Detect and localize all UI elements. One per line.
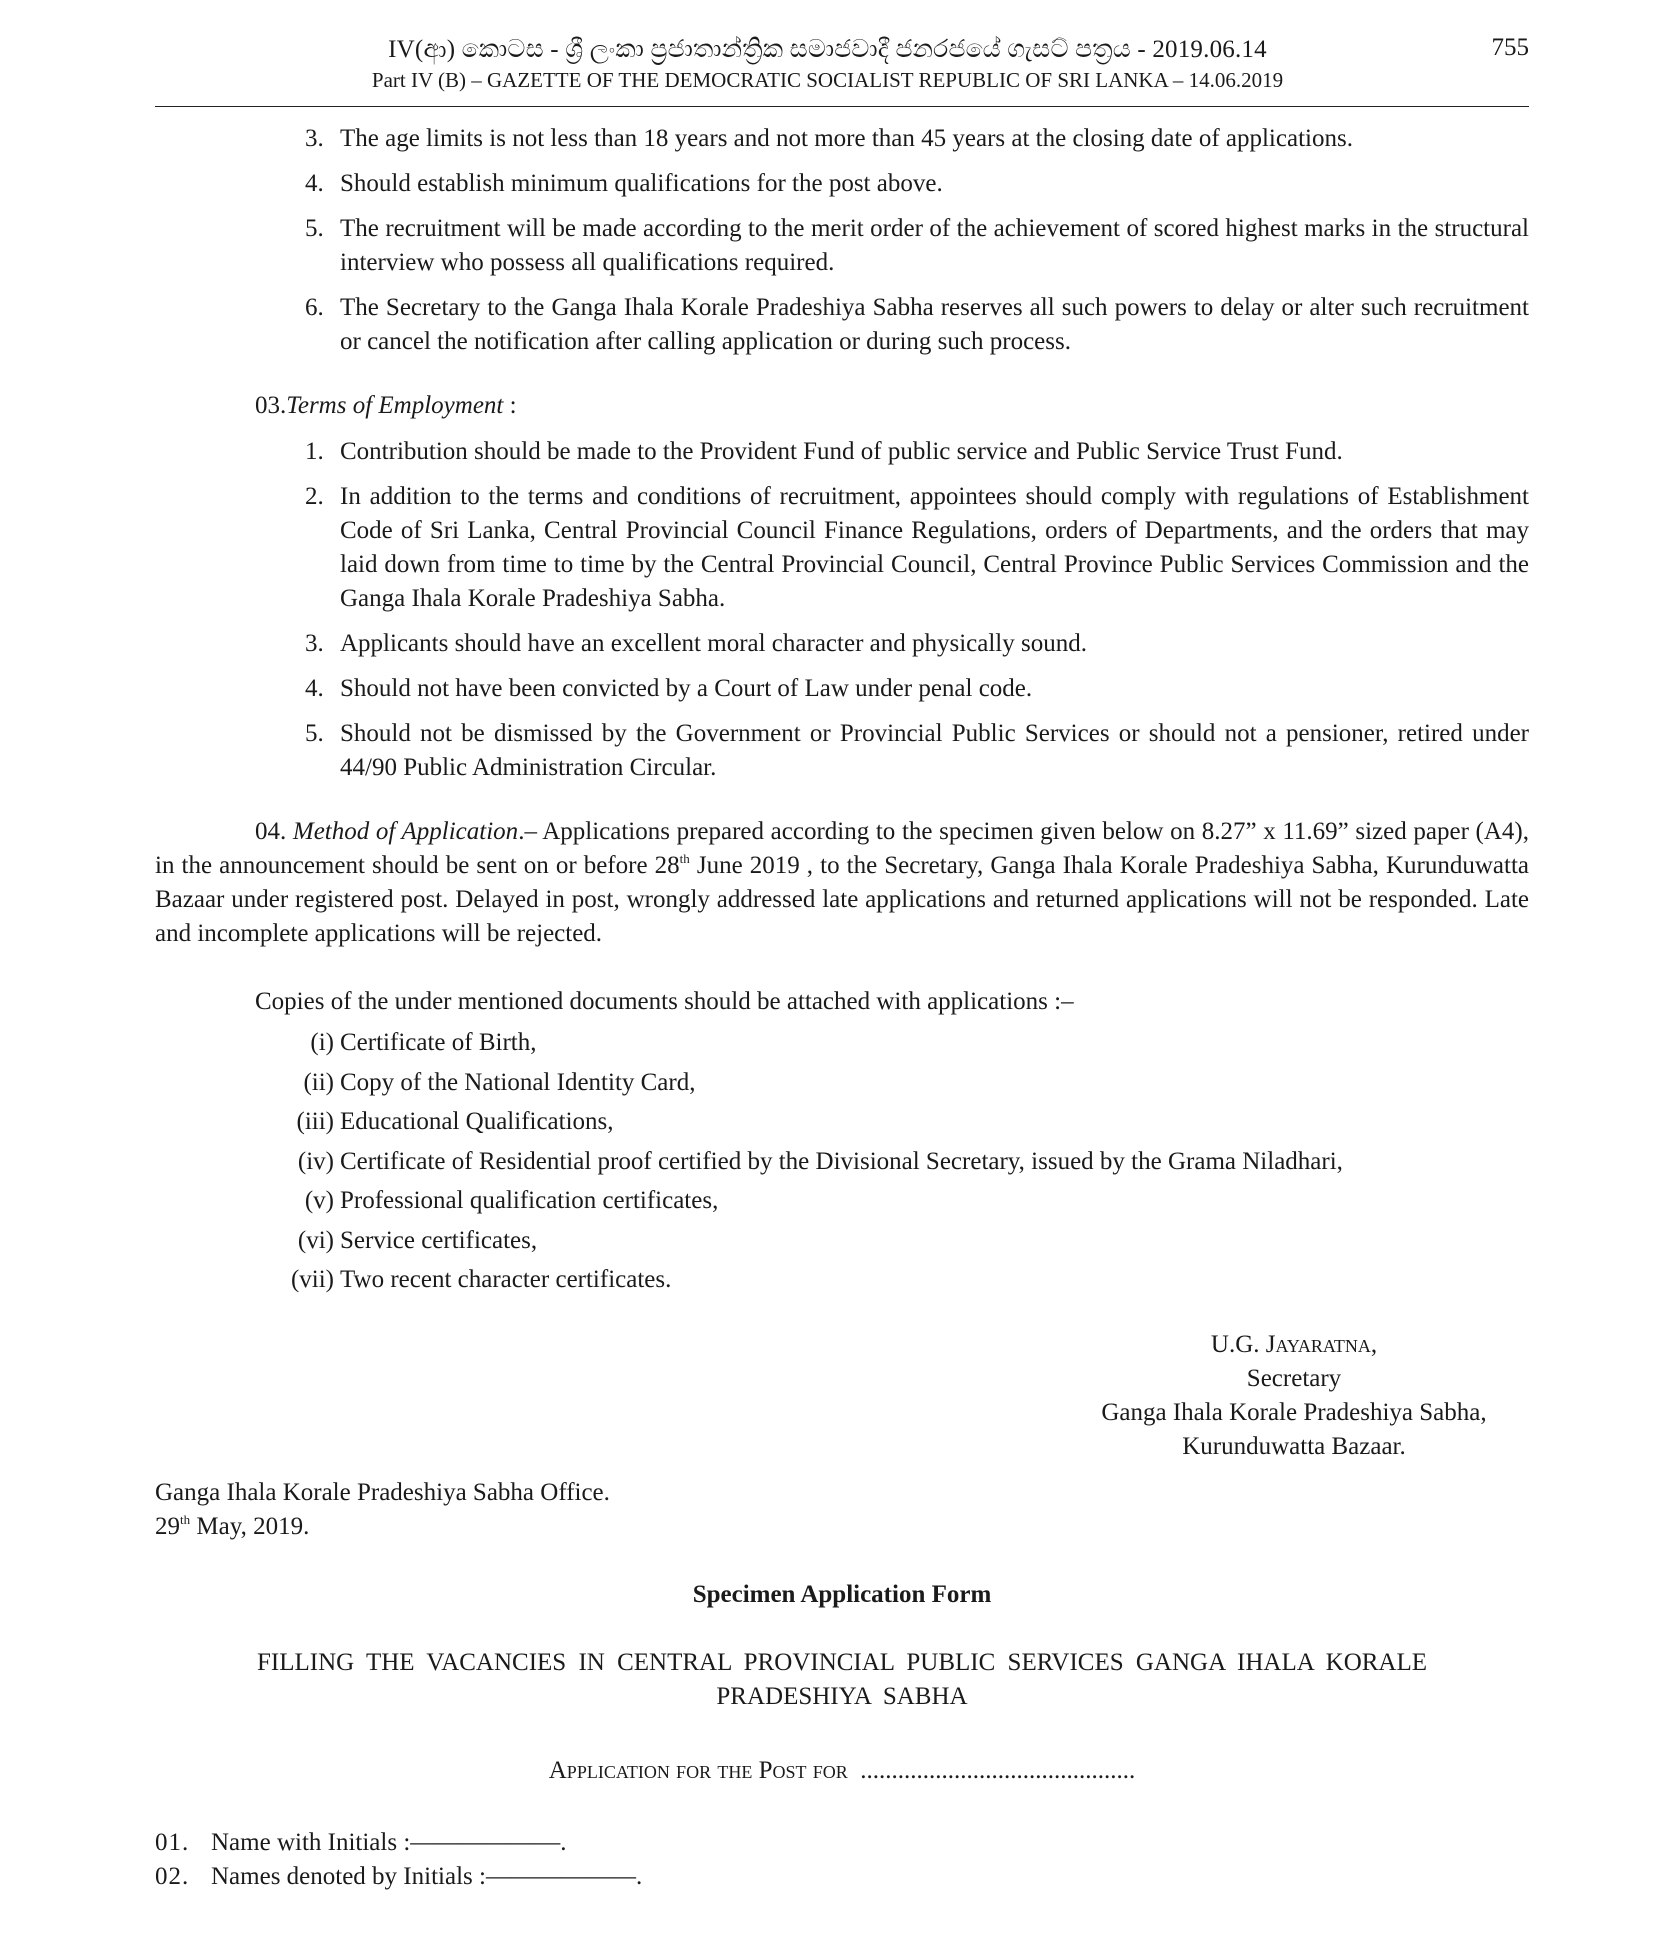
list-item: (i) Certificate of Birth, — [310, 1029, 537, 1056]
page-number: 755 — [1491, 34, 1529, 61]
form-subtitle: FILLING THE VACANCIES IN CENTRAL PROVINCIAL PUBLIC SERVICES GANGA IHALA KORALE PRADESHIYA SABHA — [256, 1648, 1428, 1710]
form-field-name-with-initials: 01. Name with Initials :——————. — [155, 1828, 567, 1856]
header-sinhala: IV(ආ) කොටස - ශ්‍රී ලංකා ප්‍රජාතාන්ත්‍රික සමාජවාදී ජනරජයේ ගැසට් පත්‍රය - 2019.06.14 — [388, 36, 1267, 63]
list-item: (vi) Service certificates, — [297, 1226, 538, 1254]
header-english: Part IV (B) – GAZETTE OF THE DEMOCRATIC SOCIALIST REPUBLIC OF SRI LANKA – 14.06.2019 — [371, 68, 1284, 92]
signature-block — [1079, 1328, 1509, 1464]
list-item: 2. In addition to the terms and conditions of recruitment, appointees should comply with regulations of Establishment Code of Sri Lanka, Central Provincial Council Finance Regulations, orders of Departments, and the orders that may laid down from time to time by the Central Provincial Council, Central Province Public Services Commission and the Ganga Ihala Korale Pradeshiya Sabha. — [305, 483, 1529, 612]
document-body — [155, 122, 1529, 1894]
list-item: 3. The age limits is not less than 18 years and not more than 45 years at the closing date of applications. — [305, 125, 1353, 152]
list-item: (iii) Educational Qualifications, — [296, 1108, 614, 1135]
list-item: (ii) Copy of the National Identity Card, — [303, 1068, 696, 1096]
qualifications-list — [155, 122, 1529, 359]
list-item: (v) Professional qualification certificates, — [304, 1187, 719, 1214]
signatory-name: U.G. Jayaratna, — [1210, 1330, 1378, 1358]
list-item: 4. Should establish minimum qualifications for the post above. — [305, 170, 943, 197]
signatory-title: Secretary — [1246, 1364, 1342, 1392]
header-rule — [155, 106, 1529, 107]
list-item: 6. The Secretary to the Ganga Ihala Korale Pradeshiya Sabha reserves all such powers to delay or alter such recruitment or cancel the notification after calling application or during such process. — [305, 294, 1529, 355]
documents-list — [155, 1023, 1529, 1300]
list-item: 1. Contribution should be made to the Provident Fund of public service and Public Service Trust Fund. — [305, 438, 1343, 465]
list-item: (iv) Certificate of Residential proof certified by the Divisional Secretary, issued by the Grama Niladhari, — [297, 1147, 1343, 1175]
post-line: Application for the Post for ............................................ — [548, 1756, 1136, 1784]
form-fields — [155, 1826, 1529, 1894]
office-block — [155, 1476, 1529, 1544]
list-item: 5. Should not be dismissed by the Government or Provincial Public Services or should not a pensioner, retired under 44/90 Public Administration Circular. — [305, 720, 1529, 781]
form-title: Specimen Application Form — [692, 1580, 992, 1608]
list-item: (vii) Two recent character certificates. — [290, 1266, 672, 1293]
list-item: 4. Should not have been convicted by a Court of Law under penal code. — [305, 675, 1033, 702]
method-paragraph: 04. Method of Application.– Applications prepared according to the specimen given below on 8.27” x 11.69” sized paper (A4), in the announcement should be sent on or before 28th June 2019 , to the Secretary, Ganga Ihala Korale Pradeshiya Sabha, Kurunduwatta Bazaar under registered post. Delayed in post, wrongly addressed late applications and returned applications will not be responded. Late and incomplete applications will be rejected. — [155, 818, 1529, 947]
signatory-place: Kurunduwatta Bazaar. — [1182, 1432, 1406, 1460]
list-item: 5. The recruitment will be made according to the merit order of the achievement of scored highest marks in the structural interview who possess all qualifications required. — [305, 215, 1529, 276]
copies-intro: Copies of the under mentioned documents should be attached with applications :– — [255, 988, 1074, 1015]
terms-list — [155, 435, 1529, 785]
form-field-names-denoted: 02. Names denoted by Initials :——————. — [155, 1862, 643, 1890]
terms-heading: 03.Terms of Employment : — [255, 392, 517, 419]
office-name: Ganga Ihala Korale Pradeshiya Sabha Office. — [155, 1478, 610, 1506]
office-date: 29th May, 2019. — [155, 1511, 310, 1540]
signatory-org: Ganga Ihala Korale Pradeshiya Sabha, — [1101, 1398, 1487, 1426]
list-item: 3. Applicants should have an excellent moral character and physically sound. — [305, 630, 1087, 657]
